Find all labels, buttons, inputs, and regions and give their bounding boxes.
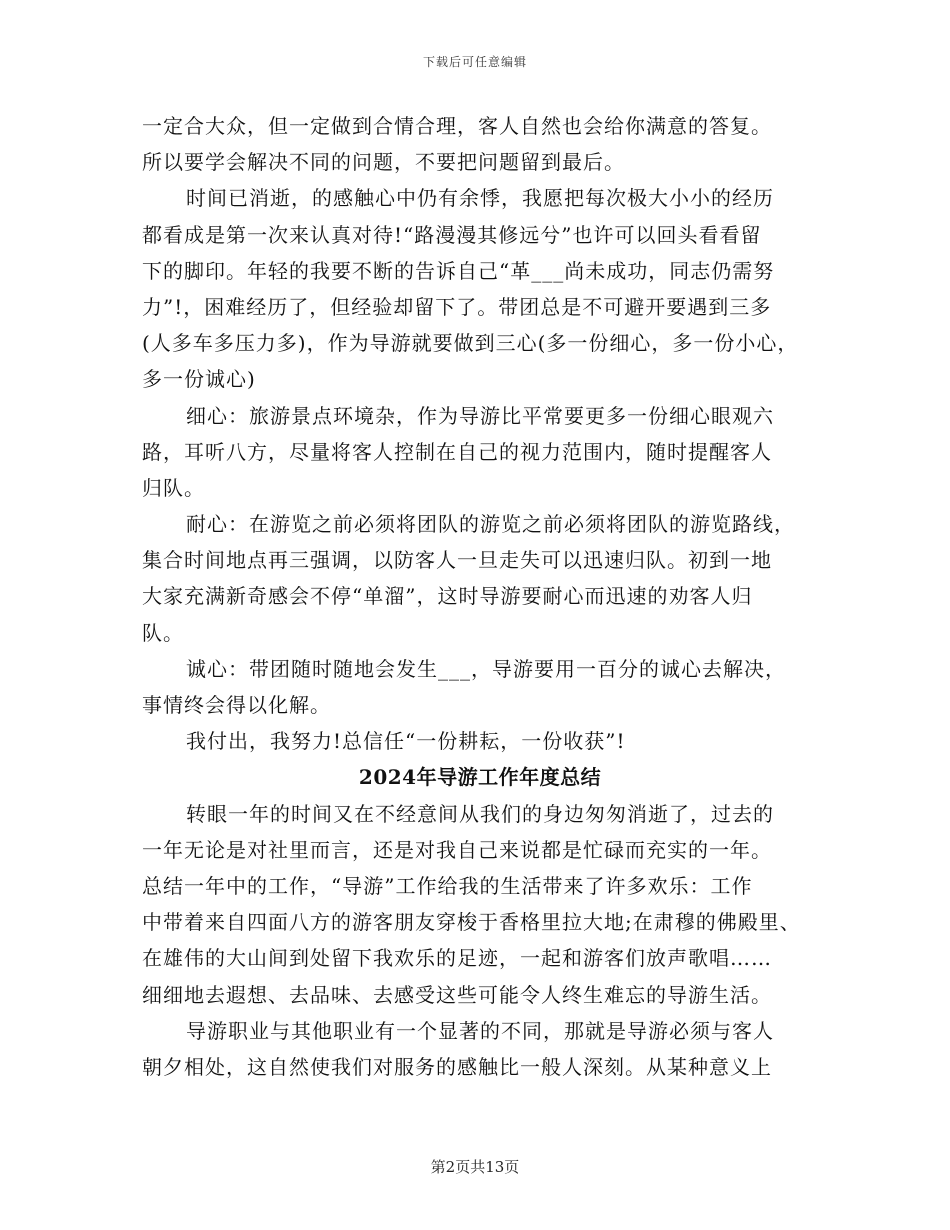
text-line: 转眼一年的时间又在不经意间从我们的身边匆匆消逝了，过去的 [186, 801, 774, 826]
text-line: 路，耳听八方，尽量将客人控制在自己的视力范围内，随时提醒客人 [142, 439, 772, 464]
text-line: 导游职业与其他职业有一个显著的不同，那就是导游必须与客人 [186, 1018, 774, 1043]
text-line: 时间已消逝，的感触心中仍有余悸，我愿把每次极大小小的经历 [186, 186, 774, 211]
text-line: 诚心：带团随时随地会发生___，导游要用一百分的诚心去解决， [186, 656, 786, 681]
text-line: 细心：旅游景点环境杂，作为导游比平常要更多一份细心眼观六 [186, 403, 774, 428]
text-line: 力”!，困难经历了，但经验却留下了。带团总是不可避开要遇到三多 [142, 294, 772, 319]
text-line: 朝夕相处，这自然使我们对服务的感触比一般人深刻。从某种意义上 [142, 1054, 772, 1079]
page-header: 下载后可任意编辑 [422, 55, 527, 69]
text-line: 中带着来自四面八方的游客朋友穿梭于香格里拉大地;在肃穆的佛殿里、 [142, 910, 801, 935]
text-line: 集合时间地点再三强调，以防客人一旦走失可以迅速归队。初到一地 [142, 548, 772, 573]
text-line: 一年无论是对社里而言，还是对我自己来说都是忙碌而充实的一年。 [142, 837, 772, 862]
text-line: 归队。 [142, 475, 205, 500]
text-line: 事情终会得以化解。 [142, 693, 331, 717]
text-line: 大家充满新奇感会不停“单溜”，这时导游要耐心而迅速的劝客人归 [142, 584, 753, 609]
page-footer: 第2页共13页 [430, 1158, 520, 1176]
section-title: 2024年导游工作年度总结 [358, 765, 602, 790]
text-line: 多一份诚心) [142, 367, 256, 392]
text-line: 都看成是第一次来认真对待!“路漫漫其修远兮”也许可以回头看看留 [142, 222, 762, 247]
text-line: 下的脚印。年轻的我要不断的告诉自己“革___尚未成功，同志仍需努 [142, 258, 775, 283]
text-line: 一定合大众，但一定做到合情合理，客人自然也会给你满意的答复。 [142, 114, 772, 138]
document-body [142, 108, 814, 1085]
text-line: 在雄伟的大山间到处留下我欢乐的足迹，一起和游客们放声歌唱…… [142, 946, 772, 971]
text-line: 耐心：在游览之前必须将团队的游览之前必须将团队的游览路线， [186, 512, 795, 537]
text-line: 所以要学会解决不同的问题，不要把问题留到最后。 [142, 150, 625, 175]
text-line: 队。 [142, 620, 184, 645]
text-line: 总结一年中的工作，“导游”工作给我的生活带来了许多欢乐：工作 [142, 873, 753, 898]
text-line: (人多车多压力多)，作为导游就要做到三心(多一份细心，多一份小心， [142, 331, 799, 356]
text-line: 细细地去遐想、去品味、去感受这些可能令人终生难忘的导游生活。 [142, 982, 772, 1007]
text-line: 我付出，我努力!总信任“一份耕耘，一份收获”! [186, 729, 626, 754]
